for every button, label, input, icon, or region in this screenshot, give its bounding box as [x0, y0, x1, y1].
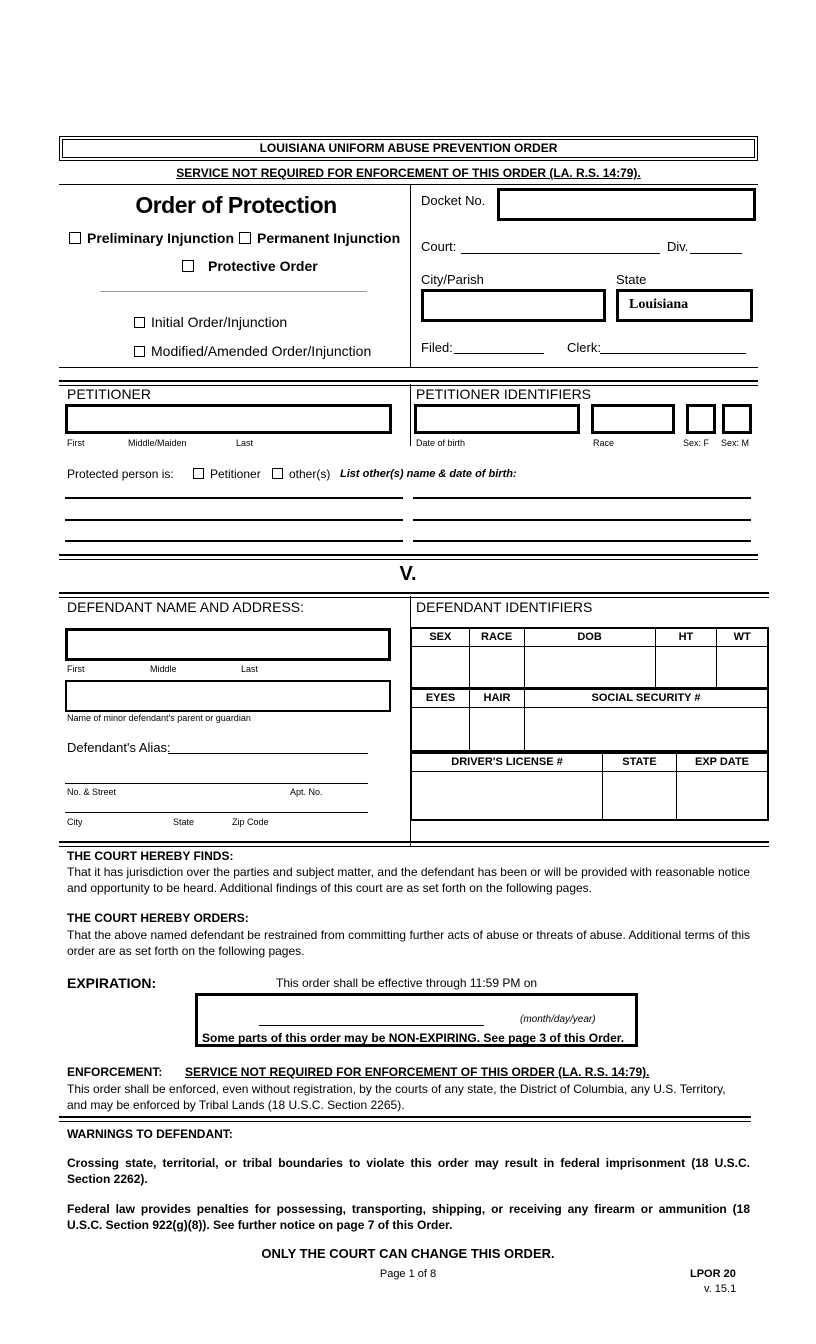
dl-state-cell[interactable]: [603, 771, 677, 820]
col-hair: HAIR: [470, 689, 525, 707]
date-format-hint: (month/day/year): [520, 1014, 596, 1025]
defendant-identifiers-table-2: [410, 688, 769, 752]
state-caption: State: [173, 817, 195, 827]
form-id: LPOR 20: [690, 1268, 736, 1280]
list-others-label: List other(s) name & date of birth:: [340, 468, 517, 480]
expiration-label: EXPIRATION:: [67, 975, 157, 991]
non-expiring-note: Some parts of this order may be NON-EXPIRING. See page 3 of this Order.: [202, 1031, 625, 1045]
guardian-name-field[interactable]: [65, 680, 391, 712]
form-title-box: [59, 136, 758, 161]
protective-order-checkbox[interactable]: [182, 260, 194, 272]
warning-firearms: Federal law provides penalties for possessing, transporting, shipping, or receiving any firearm or ammunition (18 U.S.C. Section 922(g)(8)). See further notice on page 7 of this Order.: [67, 1202, 750, 1232]
ssn-cell[interactable]: [525, 707, 769, 751]
initial-order-option[interactable]: Initial Order/Injunction: [134, 314, 287, 330]
sex-m-caption: Sex: M: [721, 438, 750, 448]
defendant-name-field[interactable]: [65, 628, 391, 661]
preliminary-injunction-checkbox[interactable]: [69, 232, 81, 244]
wt-cell[interactable]: [717, 646, 768, 688]
hair-cell[interactable]: [470, 707, 525, 751]
petitioner-sex-f-box[interactable]: [686, 404, 716, 434]
col-dl-state: STATE: [603, 753, 677, 771]
petitioner-last-caption: Last: [236, 438, 254, 448]
petitioner-identifiers-heading: PETITIONER IDENTIFIERS: [416, 386, 592, 402]
apt-caption: Apt. No.: [290, 787, 323, 797]
protected-others-checkbox[interactable]: [272, 468, 283, 479]
defendant-heading: DEFENDANT NAME AND ADDRESS:: [67, 599, 305, 615]
driver-license-cell[interactable]: [411, 771, 603, 820]
eyes-cell[interactable]: [411, 707, 470, 751]
expiration-date-field[interactable]: [259, 1025, 484, 1026]
other-line-1-left[interactable]: [65, 497, 403, 499]
city-parish-field[interactable]: [421, 289, 606, 322]
city-state-zip-field[interactable]: [65, 812, 368, 813]
zip-caption: Zip Code: [232, 817, 269, 827]
petitioner-dob-field[interactable]: [414, 404, 580, 434]
form-title: LOUISIANA UNIFORM ABUSE PREVENTION ORDER: [259, 141, 558, 155]
petitioner-heading: PETITIONER: [67, 386, 152, 402]
col-driver-license: DRIVER'S LICENSE #: [411, 753, 603, 771]
alias-field[interactable]: [168, 753, 368, 754]
permanent-injunction-option[interactable]: Permanent Injunction: [239, 230, 400, 246]
other-line-2-left[interactable]: [65, 519, 403, 521]
petitioner-dob-caption: Date of birth: [416, 438, 466, 448]
state-field[interactable]: [616, 289, 753, 322]
protected-petitioner-option[interactable]: Petitioner: [193, 467, 261, 481]
petitioner-race-field[interactable]: [591, 404, 675, 434]
col-ht: HT: [655, 628, 717, 646]
docket-number-field[interactable]: [497, 188, 756, 221]
modified-order-checkbox[interactable]: [134, 346, 145, 357]
filed-label: Filed:: [421, 340, 453, 355]
other-line-2-right[interactable]: [413, 519, 751, 521]
city-parish-label: City/Parish: [421, 272, 484, 287]
protected-others-option[interactable]: other(s): [272, 467, 330, 481]
petitioner-name-field[interactable]: [65, 404, 392, 434]
sex-cell[interactable]: [411, 646, 469, 688]
dob-cell[interactable]: [524, 646, 655, 688]
finds-text: That it has jurisdiction over the parties and subject matter, and the defendant has been or will be provided with reasonable notice and opportunity to be heard. Additional findings of this court are as set forth on the following pages.: [67, 865, 750, 895]
street-field[interactable]: [65, 783, 368, 784]
petitioner-race-caption: Race: [593, 438, 615, 448]
versus-label: V.: [399, 563, 417, 585]
state-label: State: [616, 272, 647, 287]
ht-cell[interactable]: [655, 646, 717, 688]
guardian-caption: Name of minor defendant's parent or guardian: [67, 713, 251, 723]
modified-order-option[interactable]: Modified/Amended Order/Injunction: [134, 343, 371, 359]
other-line-3-left[interactable]: [65, 540, 403, 542]
protected-petitioner-checkbox[interactable]: [193, 468, 204, 479]
col-exp-date: EXP DATE: [677, 753, 769, 771]
other-line-3-right[interactable]: [413, 540, 751, 542]
col-wt: WT: [717, 628, 768, 646]
service-note: SERVICE NOT REQUIRED FOR ENFORCEMENT OF THIS ORDER (LA. R.S. 14:79).: [176, 166, 641, 180]
div-field[interactable]: [690, 253, 742, 254]
finds-heading: THE COURT HEREBY FINDS:: [67, 849, 234, 863]
form-version: v. 15.1: [704, 1283, 737, 1295]
protected-person-label: Protected person is:: [67, 467, 174, 481]
enforcement-label: ENFORCEMENT:: [67, 1065, 163, 1079]
defendant-identifiers-heading: DEFENDANT IDENTIFIERS: [416, 599, 593, 615]
col-dob: DOB: [524, 628, 655, 646]
col-ssn: SOCIAL SECURITY #: [525, 689, 769, 707]
page-number: Page 1 of 8: [379, 1268, 437, 1280]
alias-label: Defendant's Alias:: [67, 740, 171, 755]
orders-text: That the above named defendant be restrained from committing further acts of abuse or threats of abuse. Additional terms of this order are as set forth on the following pages.: [67, 928, 750, 958]
petitioner-middle-caption: Middle/Maiden: [128, 438, 187, 448]
col-sex: SEX: [411, 628, 469, 646]
order-title: Order of Protection: [135, 192, 337, 218]
only-court-notice: ONLY THE COURT CAN CHANGE THIS ORDER.: [261, 1246, 555, 1261]
race-cell[interactable]: [469, 646, 524, 688]
expiration-effective-text: This order shall be effective through 11:59 PM on: [276, 976, 538, 990]
clerk-label: Clerk:: [567, 340, 601, 355]
defendant-last-caption: Last: [241, 664, 259, 674]
clerk-field[interactable]: [600, 353, 746, 354]
exp-date-cell[interactable]: [677, 771, 769, 820]
permanent-injunction-checkbox[interactable]: [239, 232, 251, 244]
enforcement-text: This order shall be enforced, even without registration, by the courts of any state, the District of Columbia, any U.S. Territory, and may be enforced by Tribal Lands (18 U.S.C. Section 2265).: [67, 1082, 726, 1112]
div-label: Div.: [667, 239, 689, 254]
warning-federal-boundaries: Crossing state, territorial, or tribal boundaries to violate this order may result in federal imprisonment (18 U.S.C. Section 2262).: [67, 1156, 750, 1186]
other-line-1-right[interactable]: [413, 497, 751, 499]
col-race: RACE: [469, 628, 524, 646]
defendant-first-caption: First: [67, 664, 85, 674]
street-caption: No. & Street: [67, 787, 117, 797]
initial-order-checkbox[interactable]: [134, 317, 145, 328]
warnings-heading: WARNINGS TO DEFENDANT:: [67, 1127, 233, 1141]
defendant-middle-caption: Middle: [150, 664, 177, 674]
enforcement-service-note: SERVICE NOT REQUIRED FOR ENFORCEMENT OF THIS ORDER (LA. R.S. 14:79).: [185, 1065, 650, 1079]
driver-license-table: [410, 752, 769, 821]
orders-heading: THE COURT HEREBY ORDERS:: [67, 911, 249, 925]
protective-order-option[interactable]: Protective Order: [182, 258, 318, 274]
petitioner-first-caption: First: [67, 438, 85, 448]
preliminary-injunction-option[interactable]: Preliminary Injunction: [69, 230, 234, 246]
city-caption: City: [67, 817, 83, 827]
court-label: Court:: [421, 239, 457, 254]
col-eyes: EYES: [411, 689, 470, 707]
state-value: Louisiana: [629, 297, 689, 312]
court-field[interactable]: [461, 253, 660, 254]
petitioner-sex-m-box[interactable]: [722, 404, 752, 434]
sex-f-caption: Sex: F: [683, 438, 710, 448]
filed-field[interactable]: [454, 353, 544, 354]
docket-label: Docket No.: [421, 193, 486, 208]
defendant-identifiers-table: [410, 627, 769, 689]
